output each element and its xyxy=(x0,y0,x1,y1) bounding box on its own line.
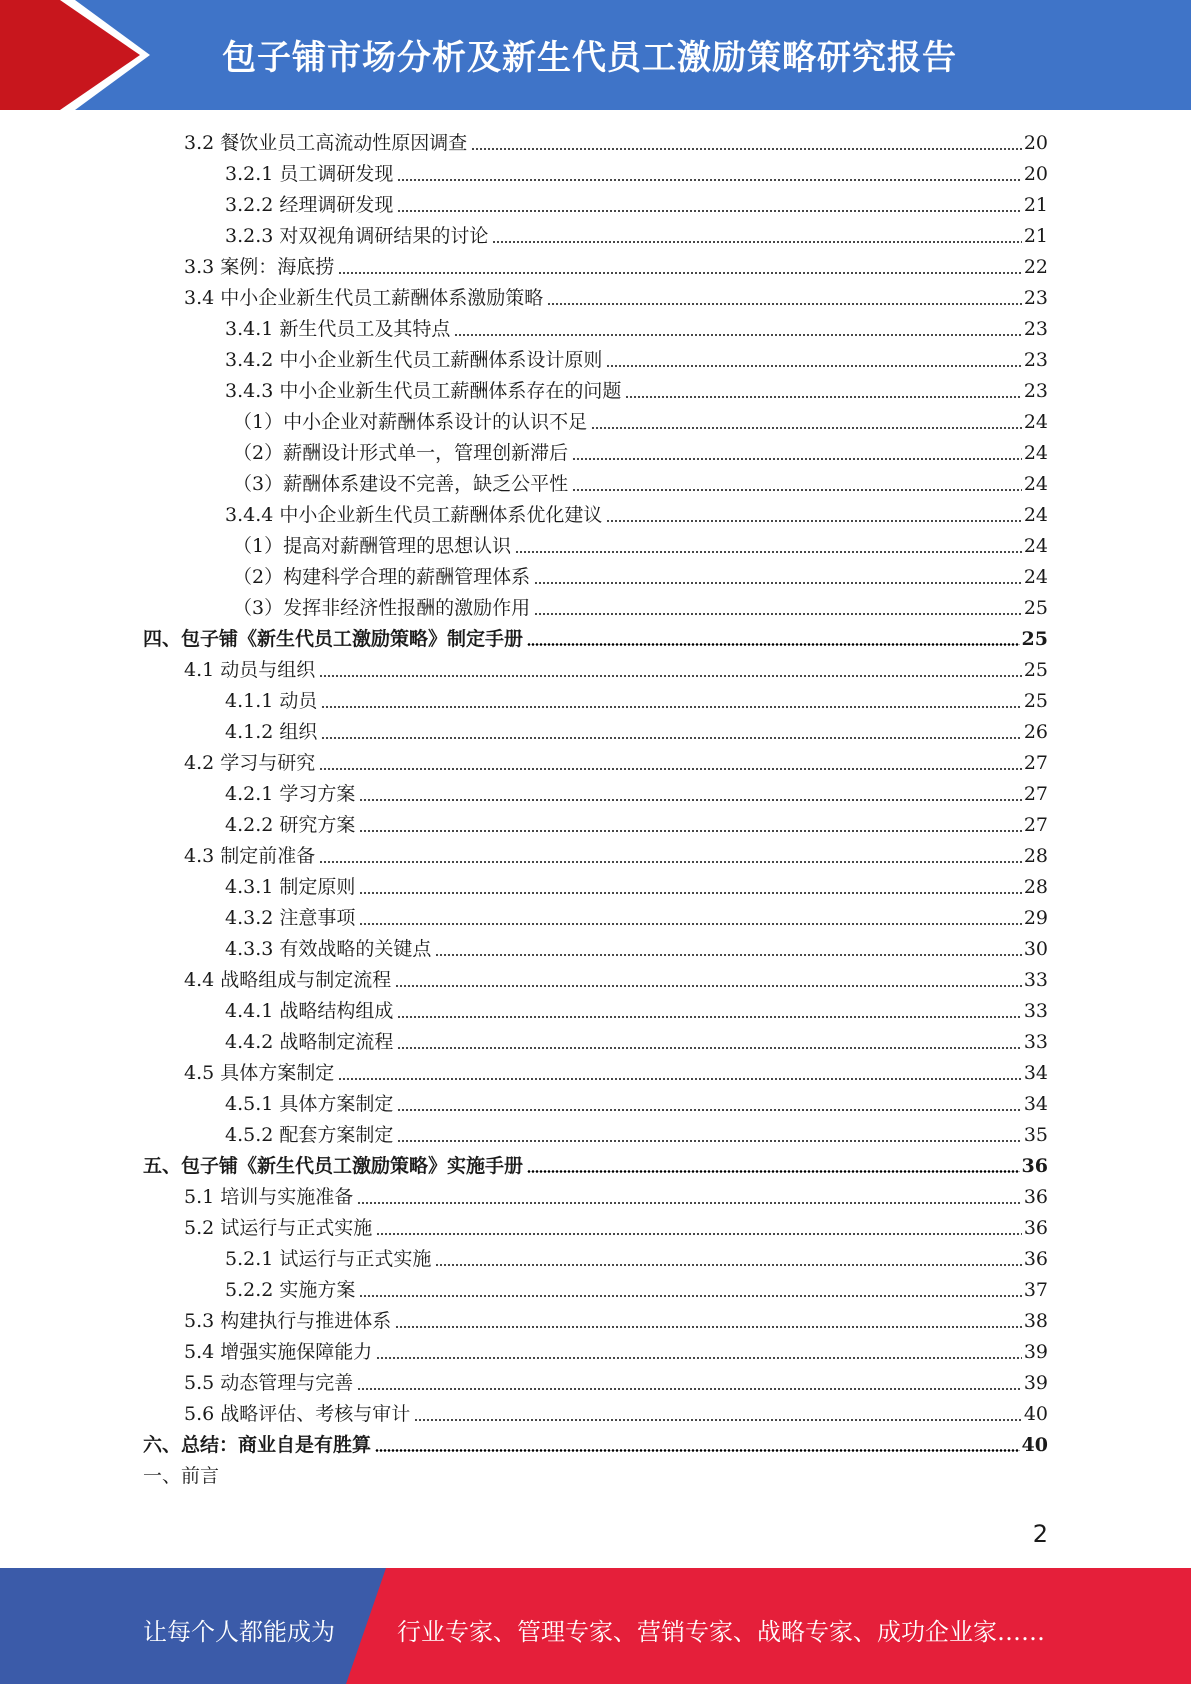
toc-entry-page: 24 xyxy=(1023,442,1048,464)
toc-entry-label: 4.5.1 具体方案制定 xyxy=(225,1093,394,1115)
toc-dot-leader xyxy=(527,643,1020,646)
toc-dot-leader xyxy=(359,830,1021,832)
toc-entry-page: 33 xyxy=(1023,969,1048,991)
toc-entry[interactable] xyxy=(225,686,1048,717)
toc-entry[interactable] xyxy=(184,965,1048,996)
toc-entry-page: 28 xyxy=(1023,876,1048,898)
toc-entry-page: 27 xyxy=(1023,783,1048,805)
toc-dot-leader xyxy=(319,861,1022,863)
toc-entry-page: 24 xyxy=(1023,566,1048,588)
toc-entry-label: 四、包子铺《新生代员工激励策略》制定手册 xyxy=(143,628,524,650)
toc-entry-label: 五、包子铺《新生代员工激励策略》实施手册 xyxy=(143,1155,524,1177)
toc-entry-label: 4.4.2 战略制定流程 xyxy=(225,1031,394,1053)
toc-dot-leader xyxy=(395,985,1022,987)
toc-dot-leader xyxy=(359,1295,1021,1297)
toc-dot-leader xyxy=(338,1078,1022,1080)
toc-entry-label: 3.4.2 中小企业新生代员工薪酬体系设计原则 xyxy=(225,349,603,371)
toc-entry-label: 5.2.2 实施方案 xyxy=(225,1279,356,1301)
toc-dot-leader xyxy=(606,520,1021,522)
toc-entry-page: 20 xyxy=(1023,163,1048,185)
toc-entry-label: （2）薪酬设计形式单一，管理创新滞后 xyxy=(233,442,569,464)
toc-entry-label: （3）薪酬体系建设不完善，缺乏公平性 xyxy=(233,473,569,495)
toc-entry[interactable] xyxy=(233,469,1048,500)
toc-entry[interactable] xyxy=(225,376,1048,407)
toc-entry[interactable] xyxy=(225,1120,1048,1151)
toc-entry-label: 4.5.2 配套方案制定 xyxy=(225,1124,394,1146)
toc-entry-page: 37 xyxy=(1023,1279,1048,1301)
toc-dot-leader xyxy=(397,1109,1021,1111)
toc-entry-label: 4.4.1 战略结构组成 xyxy=(225,1000,394,1022)
toc-entry-label: 3.2.1 员工调研发现 xyxy=(225,163,394,185)
toc-entry-page: 33 xyxy=(1023,1000,1048,1022)
toc-entry-label: 4.3.3 有效战略的关键点 xyxy=(225,938,432,960)
toc-entry-label: 4.1.2 组织 xyxy=(225,721,318,743)
toc-entry-label: 4.2.1 学习方案 xyxy=(225,783,356,805)
toc-entry-page: 21 xyxy=(1023,225,1048,247)
toc-entry[interactable] xyxy=(225,314,1048,345)
footer-slogan-right: 行业专家、管理专家、营销专家、战略专家、成功企业家…… xyxy=(397,1618,1045,1646)
toc-dot-leader xyxy=(375,1449,1020,1452)
toc-entry[interactable] xyxy=(184,1213,1048,1244)
toc-entry-page: 26 xyxy=(1023,721,1048,743)
toc-dot-leader xyxy=(397,1140,1021,1142)
toc-entry-page: 40 xyxy=(1021,1434,1048,1456)
toc-entry-page: 34 xyxy=(1023,1093,1048,1115)
toc-entry-label: 4.2 学习与研究 xyxy=(184,752,316,774)
toc-entry[interactable] xyxy=(225,159,1048,190)
toc-dot-leader xyxy=(414,1419,1022,1421)
toc-dot-leader xyxy=(321,706,1021,708)
toc-entry-page: 21 xyxy=(1023,194,1048,216)
toc-entry[interactable] xyxy=(225,190,1048,221)
toc-entry-page: 27 xyxy=(1023,814,1048,836)
toc-entry[interactable] xyxy=(225,996,1048,1027)
toc-entry-label: 4.1.1 动员 xyxy=(225,690,318,712)
toc-dot-leader xyxy=(397,1047,1021,1049)
toc-entry-page: 38 xyxy=(1023,1310,1048,1332)
toc-entry[interactable] xyxy=(184,1306,1048,1337)
toc-entry-label: 5.2 试运行与正式实施 xyxy=(184,1217,373,1239)
toc-entry-label: 5.5 动态管理与完善 xyxy=(184,1372,354,1394)
toc-entry-page: 39 xyxy=(1023,1372,1048,1394)
toc-entry-page: 39 xyxy=(1023,1341,1048,1363)
toc-entry[interactable] xyxy=(233,562,1048,593)
toc-entry-page: 23 xyxy=(1023,318,1048,340)
page-footer xyxy=(0,1568,1191,1684)
toc-dot-leader xyxy=(359,799,1021,801)
toc-entry[interactable] xyxy=(225,934,1048,965)
toc-entry-page: 23 xyxy=(1023,380,1048,402)
toc-entry-page: 35 xyxy=(1023,1124,1048,1146)
toc-entry[interactable] xyxy=(225,779,1048,810)
toc-dot-leader xyxy=(435,1264,1021,1266)
toc-dot-leader xyxy=(534,582,1022,584)
toc-entry[interactable] xyxy=(184,1399,1048,1430)
toc-dot-leader xyxy=(319,768,1022,770)
toc-entry[interactable] xyxy=(225,221,1048,252)
toc-dot-leader xyxy=(397,1016,1021,1018)
toc-entry-label: 4.3.2 注意事项 xyxy=(225,907,356,929)
toc-dot-leader xyxy=(319,675,1022,677)
toc-entry-page: 36 xyxy=(1023,1248,1048,1270)
toc-entry[interactable] xyxy=(184,655,1048,686)
toc-entry[interactable] xyxy=(143,1461,219,1492)
toc-dot-leader xyxy=(338,272,1022,274)
toc-entry-page: 25 xyxy=(1023,690,1048,712)
toc-entry-page: 36 xyxy=(1023,1217,1048,1239)
toc-dot-leader xyxy=(471,148,1022,150)
toc-entry[interactable] xyxy=(225,345,1048,376)
toc-entry[interactable] xyxy=(225,903,1048,934)
toc-entry-page: 23 xyxy=(1023,287,1048,309)
toc-entry-page: 25 xyxy=(1021,628,1048,650)
toc-entry-page: 30 xyxy=(1023,938,1048,960)
toc-dot-leader xyxy=(492,241,1021,243)
toc-entry-page: 28 xyxy=(1023,845,1048,867)
toc-entry-page: 20 xyxy=(1023,132,1048,154)
toc-entry[interactable] xyxy=(225,1027,1048,1058)
toc-entry-page: 34 xyxy=(1023,1062,1048,1084)
toc-dot-leader xyxy=(572,489,1022,491)
toc-entry[interactable] xyxy=(233,531,1048,562)
toc-entry-label: 4.3 制定前准备 xyxy=(184,845,316,867)
toc-entry-label: 3.4.1 新生代员工及其特点 xyxy=(225,318,451,340)
toc-entry-page: 36 xyxy=(1023,1186,1048,1208)
toc-entry-label: 3.4.4 中小企业新生代员工薪酬体系优化建议 xyxy=(225,504,603,526)
toc-entry-label: 3.2.2 经理调研发现 xyxy=(225,194,394,216)
toc-dot-leader xyxy=(395,1326,1022,1328)
toc-entry-page: 29 xyxy=(1023,907,1048,929)
toc-dot-leader xyxy=(397,210,1021,212)
toc-entry-label: 4.2.2 研究方案 xyxy=(225,814,356,836)
toc-dot-leader xyxy=(591,427,1022,429)
toc-dot-leader xyxy=(397,179,1021,181)
toc-entry-page: 24 xyxy=(1023,535,1048,557)
toc-entry[interactable] xyxy=(184,128,1048,159)
toc-entry-page: 36 xyxy=(1021,1155,1048,1177)
toc-entry-label: （1）提高对薪酬管理的思想认识 xyxy=(233,535,512,557)
toc-dot-leader xyxy=(359,923,1021,925)
toc-dot-leader xyxy=(534,613,1022,615)
toc-dot-leader xyxy=(357,1388,1022,1390)
toc-entry-label: 3.4.3 中小企业新生代员工薪酬体系存在的问题 xyxy=(225,380,622,402)
toc-entry[interactable] xyxy=(225,1275,1048,1306)
toc-entry-label: 3.2.3 对双视角调研结果的讨论 xyxy=(225,225,489,247)
toc-entry-label: 5.4 增强实施保障能力 xyxy=(184,1341,373,1363)
toc-dot-leader xyxy=(376,1233,1022,1235)
toc-entry-page: 24 xyxy=(1023,504,1048,526)
toc-entry-label: 4.1 动员与组织 xyxy=(184,659,316,681)
toc-dot-leader xyxy=(454,334,1021,336)
toc-entry[interactable] xyxy=(225,500,1048,531)
toc-entry-page: 22 xyxy=(1023,256,1048,278)
page-number: 2 xyxy=(1032,1520,1048,1548)
toc-entry-page: 25 xyxy=(1023,597,1048,619)
toc-entry-page: 33 xyxy=(1023,1031,1048,1053)
toc-entry-label: 3.4 中小企业新生代员工薪酬体系激励策略 xyxy=(184,287,544,309)
toc-entry-label: 5.2.1 试运行与正式实施 xyxy=(225,1248,432,1270)
toc-entry-page: 25 xyxy=(1023,659,1048,681)
toc-entry[interactable] xyxy=(233,407,1048,438)
toc-entry[interactable] xyxy=(225,872,1048,903)
toc-entry[interactable] xyxy=(184,1368,1048,1399)
header-chevron-icon xyxy=(0,0,140,110)
toc-entry-label: 4.5 具体方案制定 xyxy=(184,1062,335,1084)
report-title: 包子铺市场分析及新生代员工激励策略研究报告 xyxy=(222,38,957,78)
toc-entry-label: 3.3 案例：海底捞 xyxy=(184,256,335,278)
toc-entry-label: 5.1 培训与实施准备 xyxy=(184,1186,354,1208)
toc-dot-leader xyxy=(572,458,1022,460)
toc-entry[interactable] xyxy=(225,1089,1048,1120)
toc-entry-label: 4.3.1 制定原则 xyxy=(225,876,356,898)
toc-entry[interactable] xyxy=(143,1151,1048,1182)
toc-entry[interactable] xyxy=(233,593,1048,624)
toc-entry-label: 5.3 构建执行与推进体系 xyxy=(184,1310,392,1332)
toc-entry-page: 24 xyxy=(1023,411,1048,433)
toc-dot-leader xyxy=(515,551,1022,553)
toc-entry[interactable] xyxy=(184,1337,1048,1368)
page-header xyxy=(0,0,1191,110)
toc-entry[interactable] xyxy=(143,624,1048,655)
toc-entry[interactable] xyxy=(225,1244,1048,1275)
toc-dot-leader xyxy=(357,1202,1022,1204)
toc-entry[interactable] xyxy=(225,717,1048,748)
toc-entry-label: （1）中小企业对薪酬体系设计的认识不足 xyxy=(233,411,588,433)
toc-entry[interactable] xyxy=(184,252,1048,283)
toc-dot-leader xyxy=(321,737,1021,739)
toc-entry[interactable] xyxy=(233,438,1048,469)
toc-dot-leader xyxy=(547,303,1022,305)
toc-entry[interactable] xyxy=(184,1058,1048,1089)
toc-dot-leader xyxy=(376,1357,1022,1359)
toc-entry-label: 3.2 餐饮业员工高流动性原因调查 xyxy=(184,132,468,154)
toc-entry-label: （3）发挥非经济性报酬的激励作用 xyxy=(233,597,531,619)
toc-entry[interactable] xyxy=(184,283,1048,314)
toc-entry[interactable] xyxy=(184,748,1048,779)
toc-entry-page: 27 xyxy=(1023,752,1048,774)
toc-entry-label: （2）构建科学合理的薪酬管理体系 xyxy=(233,566,531,588)
toc-dot-leader xyxy=(625,396,1021,398)
footer-slogan-left: 让每个人都能成为 xyxy=(143,1618,335,1646)
toc-entry-page: 24 xyxy=(1023,473,1048,495)
toc-entry-page: 23 xyxy=(1023,349,1048,371)
toc-entry[interactable] xyxy=(184,1182,1048,1213)
toc-entry-label: 5.6 战略评估、考核与审计 xyxy=(184,1403,411,1425)
toc-dot-leader xyxy=(527,1170,1020,1173)
toc-entry[interactable] xyxy=(184,841,1048,872)
toc-dot-leader xyxy=(606,365,1021,367)
toc-entry-page: 40 xyxy=(1023,1403,1048,1425)
toc-entry-label: 一、前言 xyxy=(143,1465,220,1487)
toc-dot-leader xyxy=(435,954,1021,956)
toc-entry[interactable] xyxy=(225,810,1048,841)
toc-dot-leader xyxy=(359,892,1021,894)
toc-entry[interactable] xyxy=(143,1430,1048,1461)
toc-entry-label: 4.4 战略组成与制定流程 xyxy=(184,969,392,991)
toc-entry-label: 六、总结：商业自是有胜算 xyxy=(143,1434,372,1456)
